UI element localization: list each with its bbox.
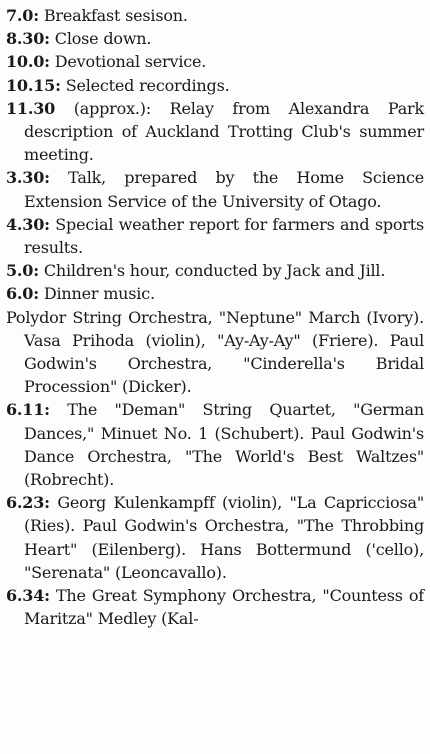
entry-text: Polydor String Orchestra, "Neptune" March (Ivory). Vasa Prihoda (violin), "Ay-Ay-Ay" (Friere). Paul Godwin's Orchestra, "Cinderella's Bridal Procession" (Dicker). [6,307,424,397]
entry-text: Georg Kulenkampff (violin), "La Capricciosa" (Ries). Paul Godwin's Orchestra, "The Throbbing Heart" (Eilenberg). Hans Bottermund ('cello), "Serenata" (Leoncavallo). [24,493,424,582]
entry-text: Talk, prepared by the Home Science Extension Service of the University of Otago. [24,168,424,211]
entry-time: 7.0: [6,6,39,25]
entry-text: Children's hour, conducted by Jack and Jill. [43,261,386,281]
program-entry [6,259,424,282]
entry-time: 6.34: [6,586,50,606]
program-entry [6,27,424,50]
entry-text: Selected recordings. [65,75,230,95]
entry-time: 6.11: [6,400,50,420]
entry-time: 10.15: [6,75,61,95]
program-entry [6,398,424,491]
entry-time: 6.23: [6,493,50,513]
entry-time: 6.0: [6,284,39,304]
entry-text: The "Deman" String Quartet, "German Dances," Minuet No. 1 (Schubert). Paul Godwin's Dance Orchestra, "The World's Best Waltzes" (Robrecht). [24,400,424,490]
entry-time: 8.30: [6,29,50,49]
entry-time: 11.30 [6,98,56,118]
entry-text: Dinner music. [43,284,155,304]
program-entry [6,4,424,27]
program-entry [6,97,424,167]
program-entry [6,50,424,73]
program-entry [6,584,424,630]
entry-time: 10.0: [6,52,50,72]
program-entry-continuation [6,306,424,399]
program-entry [6,166,424,212]
entry-time: 5.0: [6,261,39,281]
entry-text: (approx.): Relay from Alexandra Park description of Auckland Trotting Club's summer meeting. [24,98,424,165]
entry-text: Devotional service. [54,52,207,72]
entry-text: The Great Symphony Orchestra, "Countess of Maritza" Medley (Kal- [24,586,424,629]
entry-time: 3.30: [6,168,50,188]
entry-text: Special weather report for farmers and sports results. [24,214,424,258]
entry-text: Breakfast sesison. [43,6,188,25]
program-entry [6,213,424,259]
program-entry [6,282,424,305]
entry-text: Close down. [54,29,152,49]
program-entry [6,74,424,97]
entry-time: 4.30: [6,214,50,234]
program-entry [6,491,424,584]
